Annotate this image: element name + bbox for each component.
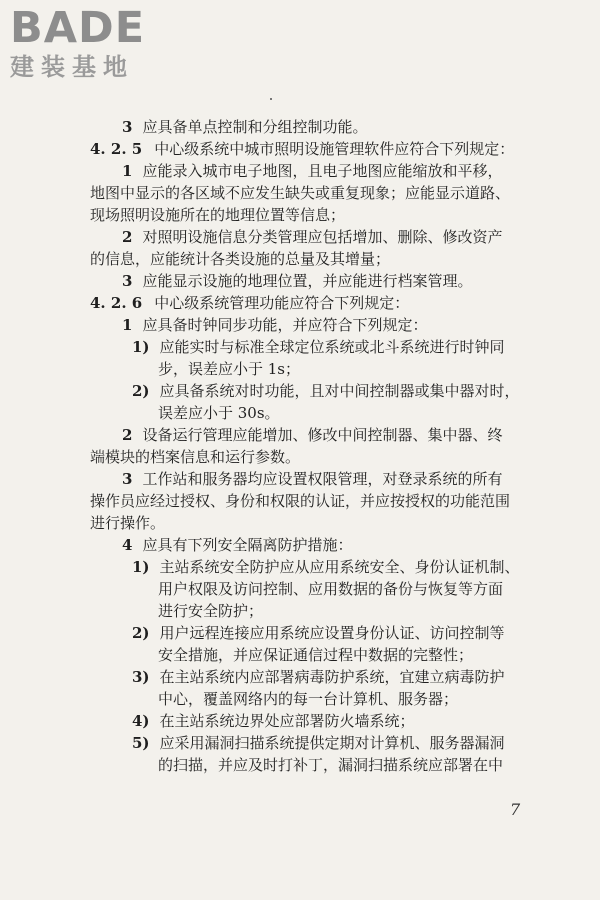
clause-item — [90, 116, 560, 138]
line-text: 操作员应经过授权、身份和权限的认证，并应按授权的功能范围 — [90, 492, 511, 510]
continuation-line — [90, 358, 560, 380]
line-text: 地图中显示的各区域不应发生缺失或重复现象；应能显示道路、 — [90, 184, 511, 202]
item-number: 1 — [122, 316, 133, 334]
line-text: 现场照明设施所在的地理位置等信息； — [90, 206, 346, 224]
clause-item — [90, 270, 560, 292]
line-text: 工作站和服务器均应设置权限管理，对登录系统的所有 — [142, 470, 503, 488]
line-text: 在主站系统边界处应部署防火墙系统； — [159, 712, 415, 730]
clause-item — [90, 710, 560, 732]
item-number: 1 — [122, 162, 133, 180]
section-heading — [90, 138, 560, 160]
line-text: 应具备单点控制和分组控制功能。 — [142, 118, 368, 136]
page-number: 7 — [510, 800, 521, 819]
item-number: 2) — [132, 624, 150, 642]
continuation-line — [90, 754, 560, 776]
clause-item — [90, 160, 560, 182]
line-text: 应具备系统对时功能，且对中间控制器或集中器对时， — [159, 382, 520, 400]
section-heading — [90, 292, 560, 314]
line-text: 应具有下列安全隔离防护措施： — [142, 536, 353, 554]
line-text: 进行操作。 — [90, 514, 166, 532]
line-text: 的信息，应能统计各类设施的总量及其增量； — [90, 250, 391, 268]
section-number: 4. 2. 5 — [90, 140, 143, 158]
item-number: 3 — [122, 470, 133, 488]
continuation-line — [90, 204, 560, 226]
continuation-line — [90, 490, 560, 512]
logo-mark: BADE — [10, 3, 146, 53]
item-number: 1) — [132, 338, 150, 356]
clause-item — [90, 380, 560, 402]
line-text: 对照明设施信息分类管理应包括增加、删除、修改资产 — [142, 228, 503, 246]
continuation-line — [90, 248, 560, 270]
continuation-line — [90, 512, 560, 534]
item-number: 4 — [122, 536, 133, 554]
item-number: 1) — [132, 558, 150, 576]
clause-item — [90, 622, 560, 644]
item-number: 2 — [122, 228, 133, 246]
continuation-line — [90, 446, 560, 468]
scan-speck — [270, 98, 272, 100]
line-text: 进行安全防护； — [158, 602, 264, 620]
continuation-line — [90, 644, 560, 666]
clause-item — [90, 534, 560, 556]
line-text: 用户远程连接应用系统应设置身份认证、访问控制等 — [159, 624, 505, 642]
line-text: 安全措施，并应保证通信过程中数据的完整性； — [158, 646, 474, 664]
clause-item — [90, 666, 560, 688]
line-text: 误差应小于 30s。 — [158, 404, 280, 422]
clause-item — [90, 468, 560, 490]
continuation-line — [90, 402, 560, 424]
clause-item — [90, 556, 560, 578]
continuation-line — [90, 182, 560, 204]
item-number: 3 — [122, 118, 133, 136]
line-text: 主站系统安全防护应从应用系统安全、身份认证机制、 — [159, 558, 520, 576]
line-text: 步，误差应小于 1s； — [158, 360, 301, 378]
logo-subtitle: 建装基地 — [10, 53, 134, 81]
item-number: 3) — [132, 668, 150, 686]
line-text: 中心级系统中城市照明设施管理软件应符合下列规定： — [154, 140, 515, 158]
line-text: 应能实时与标准全球定位系统或北斗系统进行时钟同 — [159, 338, 505, 356]
line-text: 应采用漏洞扫描系统提供定期对计算机、服务器漏洞 — [159, 734, 505, 752]
line-text: 应具备时钟同步功能，并应符合下列规定： — [142, 316, 428, 334]
clause-item — [90, 336, 560, 358]
line-text: 应能显示设施的地理位置，并应能进行档案管理。 — [142, 272, 473, 290]
item-number: 3 — [122, 272, 133, 290]
document-body — [90, 116, 560, 776]
clause-item — [90, 732, 560, 754]
clause-item — [90, 314, 560, 336]
line-text: 应能录入城市电子地图，且电子地图应能缩放和平移， — [142, 162, 503, 180]
line-text: 用户权限及访问控制、应用数据的备份与恢复等方面 — [158, 580, 504, 598]
continuation-line — [90, 688, 560, 710]
line-text: 中心，覆盖网络内的每一台计算机、服务器； — [158, 690, 459, 708]
line-text: 端模块的档案信息和运行参数。 — [90, 448, 301, 466]
item-number: 2) — [132, 382, 150, 400]
clause-item — [90, 424, 560, 446]
item-number: 2 — [122, 426, 133, 444]
item-number: 4) — [132, 712, 150, 730]
line-text: 设备运行管理应能增加、修改中间控制器、集中器、终 — [142, 426, 503, 444]
brand-logo — [10, 3, 190, 82]
section-number: 4. 2. 6 — [90, 294, 143, 312]
continuation-line — [90, 600, 560, 622]
line-text: 在主站系统内应部署病毒防护系统，宜建立病毒防护 — [159, 668, 505, 686]
item-number: 5) — [132, 734, 150, 752]
line-text: 的扫描，并应及时打补丁，漏洞扫描系统应部署在中 — [158, 756, 504, 774]
clause-item — [90, 226, 560, 248]
continuation-line — [90, 578, 560, 600]
line-text: 中心级系统管理功能应符合下列规定： — [154, 294, 410, 312]
